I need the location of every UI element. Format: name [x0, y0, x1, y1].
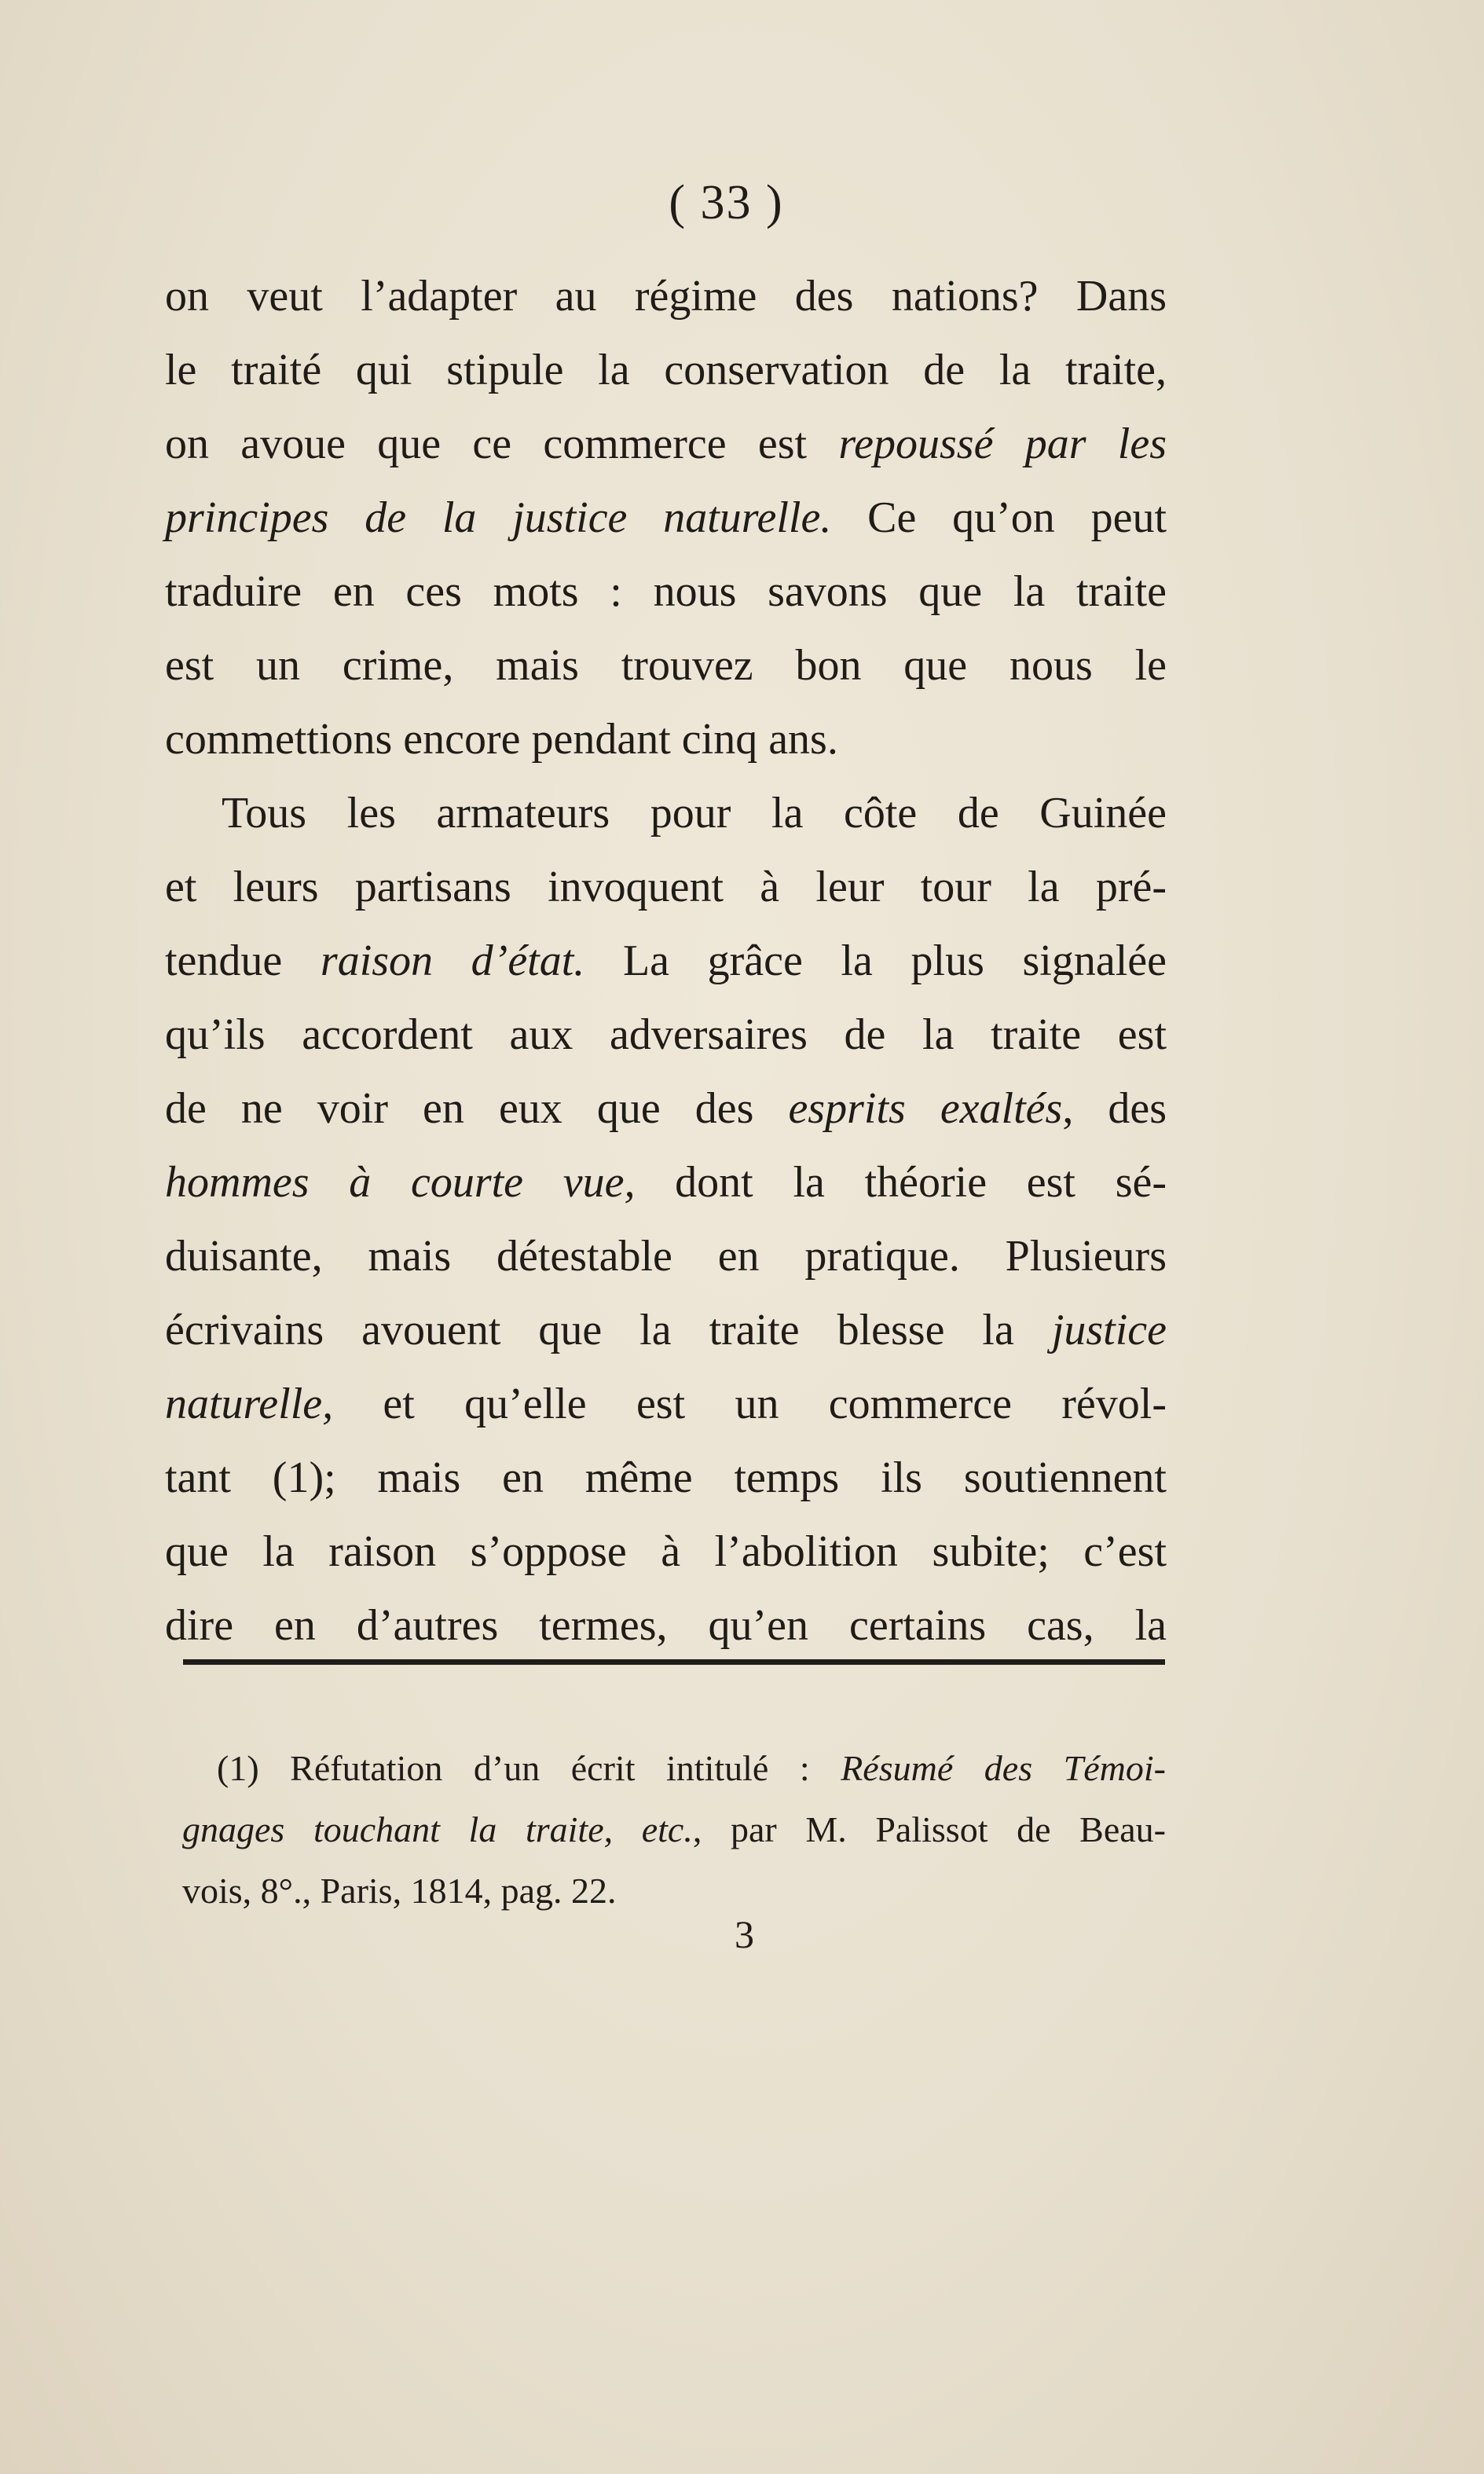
italic-text: raison d’état.: [320, 936, 585, 985]
signature-mark: 3: [735, 1912, 754, 1956]
text-run: et leurs partisans invoquent à leur tour la pré-: [165, 863, 1167, 911]
text-run: dont la théorie est sé-: [635, 1158, 1167, 1207]
text-run: tendue: [165, 936, 321, 985]
text-run: que la raison s’oppose à l’abolition subite; c’est: [165, 1527, 1167, 1576]
text-run: de ne voir en eux que des: [165, 1084, 789, 1133]
text-line: [165, 407, 1167, 481]
text-line: [165, 629, 1167, 702]
text-line: [165, 850, 1167, 924]
text-run: est un crime, mais trouvez bon que nous le: [165, 641, 1167, 690]
italic-text: Résumé des Témoi-: [841, 1748, 1166, 1788]
text-run: écrivains avouent que la traite blesse la: [165, 1306, 1052, 1354]
text-line: [165, 259, 1167, 333]
text-run: vois, 8°., Paris, 1814, pag. 22.: [182, 1871, 617, 1911]
text-run: (1) Réfutation d’un écrit intitulé :: [217, 1748, 841, 1788]
text-line: [165, 333, 1167, 407]
text-run: traduire en ces mots : nous savons que la traite: [165, 567, 1167, 616]
italic-text: justice: [1051, 1306, 1167, 1354]
text-line: [165, 1441, 1167, 1515]
footnote: [182, 1738, 1166, 1922]
text-line: [165, 555, 1167, 629]
text-line: [165, 702, 1167, 776]
text-run: La grâce la plus signalée: [584, 936, 1167, 985]
footnote-line: [182, 1738, 1166, 1799]
italic-text: naturelle,: [165, 1380, 334, 1428]
footnote-rule: [183, 1659, 1165, 1665]
text-line: [165, 1515, 1167, 1589]
text-line: [165, 1293, 1167, 1367]
text-run: et qu’elle est un commerce révol-: [333, 1380, 1167, 1428]
text-line: [165, 924, 1167, 998]
italic-text: repoussé par les: [838, 420, 1167, 468]
text-run: qu’ils accordent aux adversaires de la traite est: [165, 1010, 1167, 1059]
body-text: [165, 259, 1167, 1662]
text-line: [165, 1367, 1167, 1441]
text-run: dire en d’autres termes, qu’en certains cas, la: [165, 1601, 1167, 1650]
text-run: on veut l’adapter au régime des nations? Dans: [165, 272, 1167, 321]
text-run: Ce qu’on peut: [831, 493, 1167, 542]
text-line: [165, 481, 1167, 555]
text-run: le traité qui stipule la conservation de la traite,: [165, 346, 1167, 394]
italic-text: gnages touchant la traite, etc.: [182, 1809, 693, 1849]
text-run: on avoue que ce commerce est: [165, 420, 839, 468]
page-number: ( 33 ): [669, 176, 784, 229]
text-run: duisante, mais détestable en pratique. Plusieurs: [165, 1232, 1167, 1281]
italic-text: esprits exaltés: [788, 1084, 1063, 1133]
text-run: Tous les armateurs pour la côte de Guinée: [222, 789, 1167, 837]
text-line: [165, 1145, 1167, 1219]
text-line: [165, 1072, 1167, 1145]
text-line: [165, 1589, 1167, 1662]
text-line: [165, 998, 1167, 1072]
text-run: , des: [1062, 1084, 1167, 1133]
text-run: commettions encore pendant cinq ans.: [165, 715, 838, 764]
footnote-line: [182, 1799, 1166, 1860]
paragraph-start-line: [165, 776, 1167, 850]
text-line: [165, 1219, 1167, 1293]
text-run: , par M. Palissot de Beau-: [692, 1809, 1166, 1849]
italic-text: principes de la justice naturelle.: [165, 493, 832, 542]
italic-text: hommes à courte vue,: [165, 1158, 636, 1207]
text-run: tant (1); mais en même temps ils soutiennent: [165, 1453, 1167, 1502]
